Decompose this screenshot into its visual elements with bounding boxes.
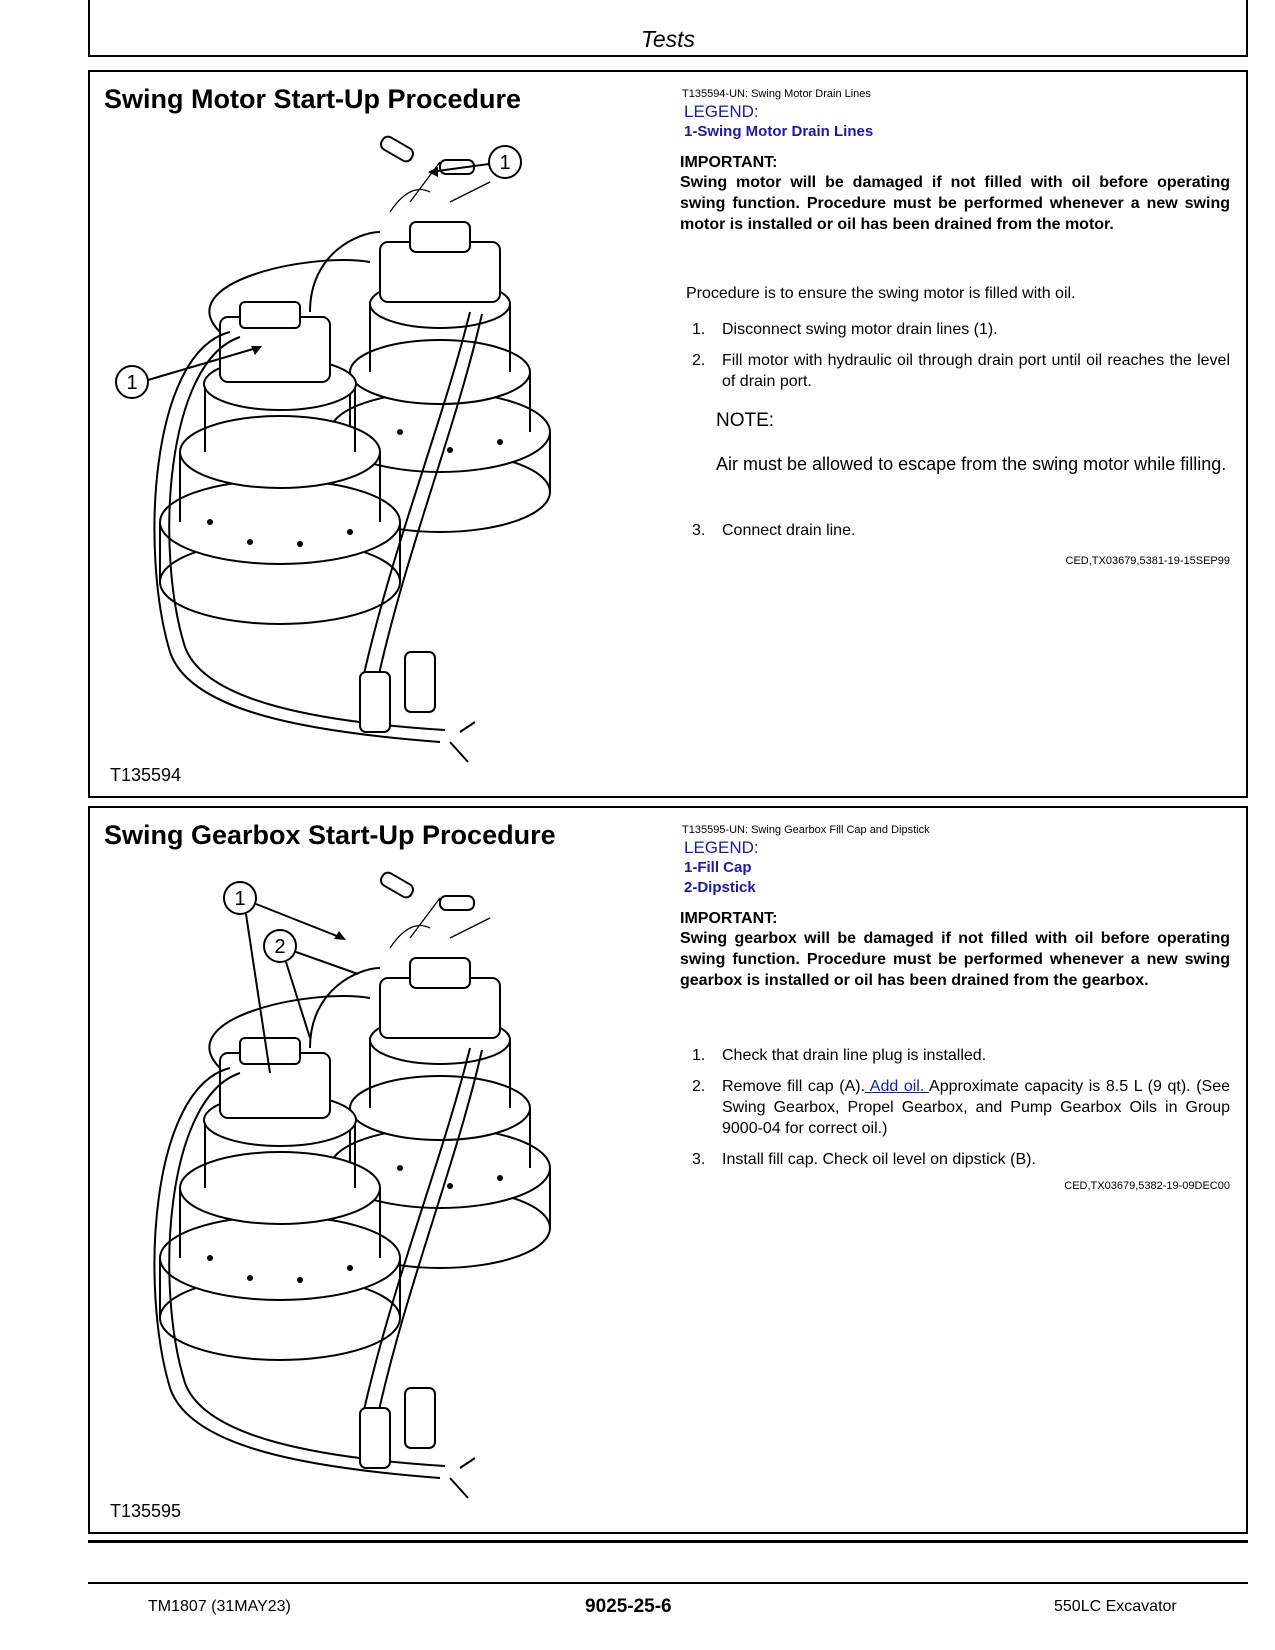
legend-label: LEGEND: xyxy=(684,838,759,857)
intro-paragraph: Procedure is to ensure the swing motor is filled with oil. xyxy=(686,285,1076,302)
list-item: 3. Install fill cap. Check oil level on dipstick (B). xyxy=(692,1151,1036,1168)
steps-list xyxy=(680,1045,1230,1170)
important-text: Swing gearbox will be damaged if not filled with oil before operating swing function. Procedure must be performed whenever a new swing gearbox is installed or oil has been drained from the gearbox. xyxy=(680,930,1230,989)
note-text: Air must be allowed to escape from the swing motor while filling. xyxy=(716,454,1227,474)
reference-code: CED,TX03679,5382-19-09DEC00 xyxy=(1064,1180,1230,1192)
important-text: Swing motor will be damaged if not filled with oil before operating swing function. Procedure must be performed whenever a new swing motor is installed or oil has been drained from the motor. xyxy=(680,174,1230,233)
legend-item: 2-Dipstick xyxy=(684,879,756,896)
figure-id: T135594 xyxy=(110,765,182,785)
important-label: IMPORTANT: xyxy=(680,910,778,927)
list-item: 1. Check that drain line plug is installed. xyxy=(692,1047,987,1064)
callout-label: 1 xyxy=(499,152,511,174)
swing-motor-illustration xyxy=(110,132,650,772)
list-item: 1. Disconnect swing motor drain lines (1). xyxy=(692,321,998,338)
motor-assembly-drawing xyxy=(154,134,550,762)
section-title: Swing Gearbox Start-Up Procedure xyxy=(104,820,556,850)
callout-2-dipstick xyxy=(264,930,358,1038)
callout-label: 1 xyxy=(234,888,246,910)
important-label: IMPORTANT: xyxy=(680,154,778,171)
legend-label: LEGEND: xyxy=(684,102,759,121)
footer-model: 550LC Excavator xyxy=(1054,1598,1177,1615)
gearbox-assembly-drawing xyxy=(154,870,550,1498)
add-oil-link[interactable]: Add oil. xyxy=(865,1078,930,1095)
swing-gearbox-illustration xyxy=(110,868,650,1508)
section-divider xyxy=(88,1540,1248,1543)
swing-motor-section xyxy=(88,70,1248,798)
procedure-text xyxy=(680,88,1275,567)
callout-label: 2 xyxy=(274,936,286,958)
procedure-text xyxy=(680,824,1275,1192)
list-item: 2. Fill motor with hydraulic oil through drain port until oil reaches the level of drain port. xyxy=(692,352,1230,390)
legend-item: 1-Fill Cap xyxy=(684,859,752,876)
note-label: NOTE: xyxy=(716,410,775,431)
page-header xyxy=(88,0,1248,57)
footer-page-number: 9025-25-6 xyxy=(585,1596,672,1617)
figure-caption: T135595-UN: Swing Gearbox Fill Cap and Dipstick xyxy=(682,824,930,836)
steps-list-continued xyxy=(680,520,1230,541)
header-title: Tests xyxy=(640,26,696,52)
legend-item: 1-Swing Motor Drain Lines xyxy=(684,123,874,140)
reference-code: CED,TX03679,5381-19-15SEP99 xyxy=(1065,555,1230,567)
figure-caption: T135594-UN: Swing Motor Drain Lines xyxy=(682,88,871,100)
steps-list xyxy=(680,319,1230,392)
footer-rule xyxy=(88,1582,1248,1584)
figure-id: T135595 xyxy=(110,1501,182,1521)
callout-label: 1 xyxy=(126,372,138,394)
section-title: Swing Motor Start-Up Procedure xyxy=(104,84,522,114)
list-item: 2. Remove fill cap (A). Add oil. Approximate capacity is 8.5 L (9 qt). (See Swing Gearbox, Propel Gearbox, and Pump Gearbox Oils in Group 9000-04 for correct oil.) xyxy=(692,1078,1230,1137)
footer-manual-id: TM1807 (31MAY23) xyxy=(148,1598,291,1615)
list-item: 3. Connect drain line. xyxy=(692,522,856,539)
swing-gearbox-section xyxy=(88,806,1248,1534)
